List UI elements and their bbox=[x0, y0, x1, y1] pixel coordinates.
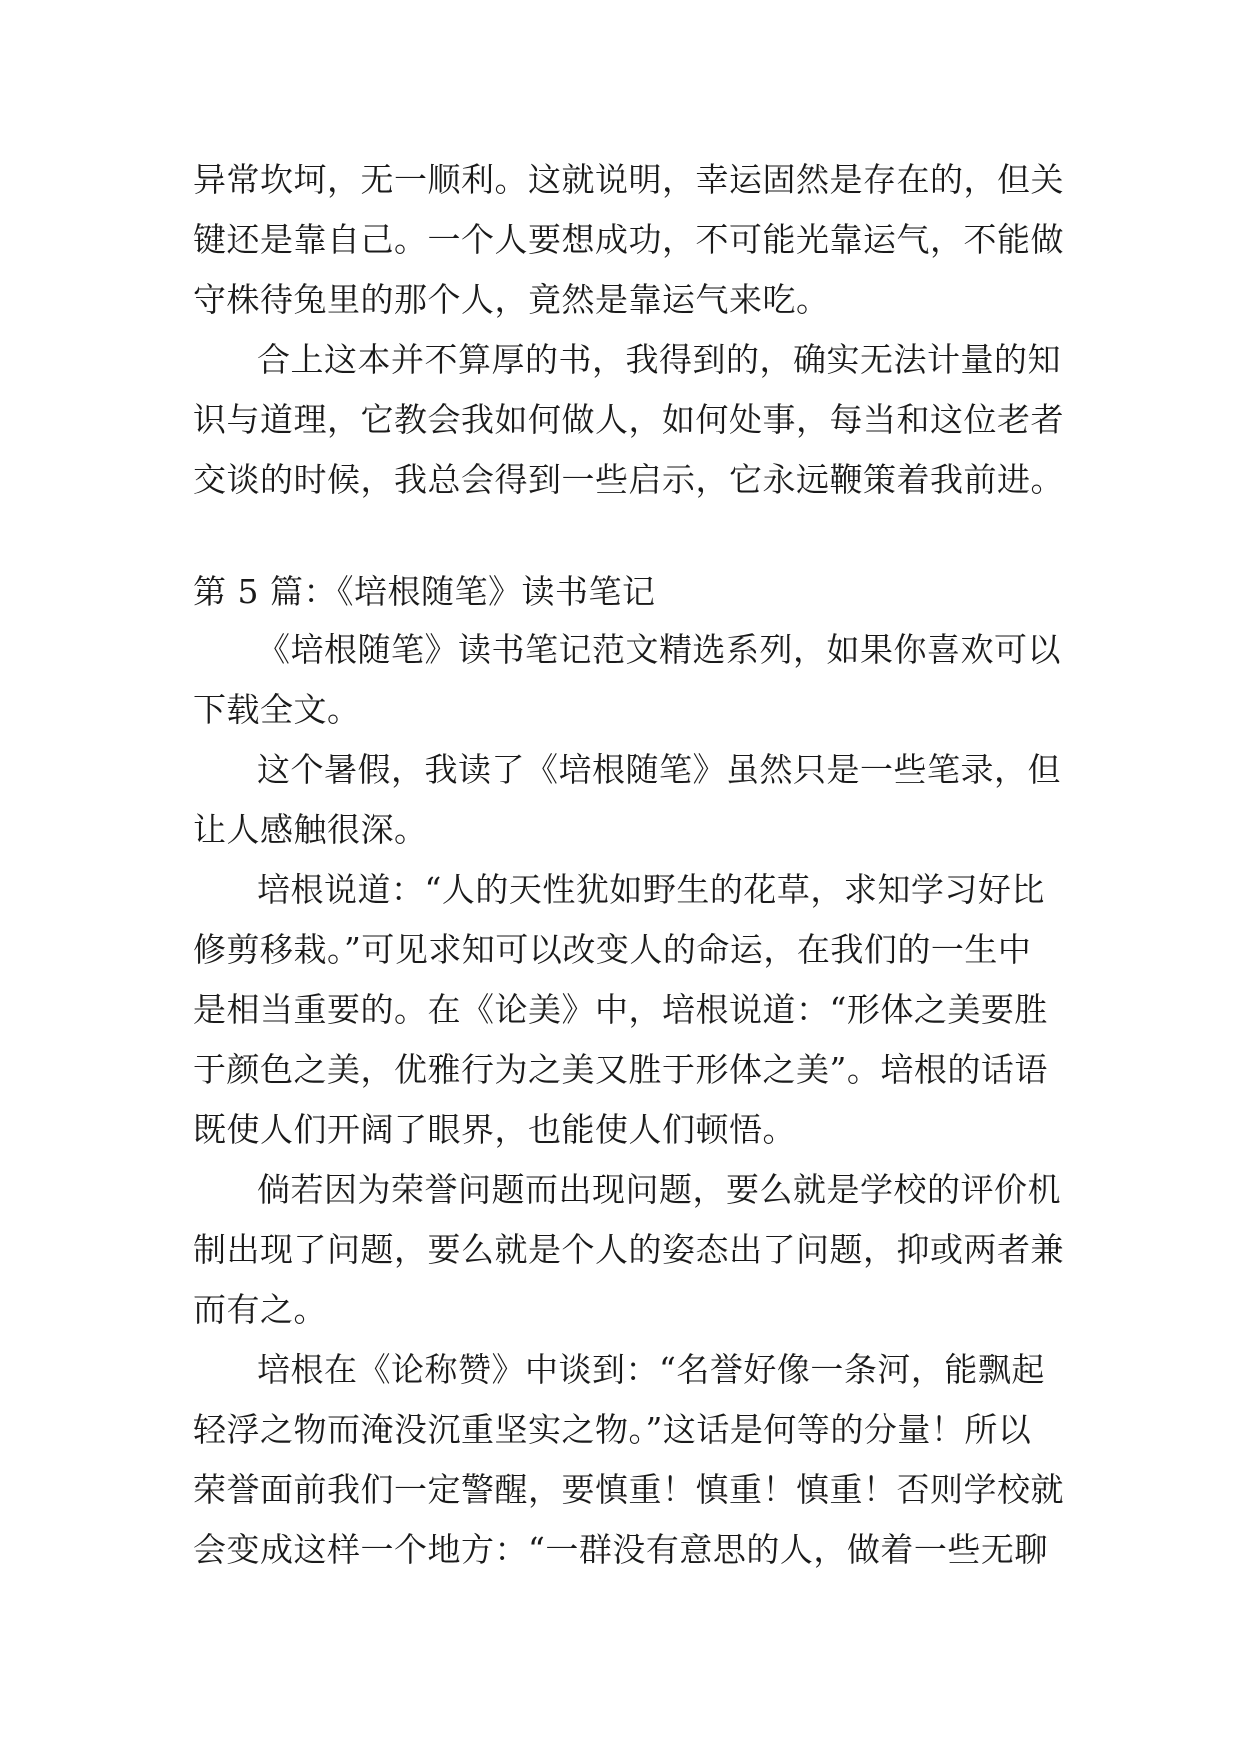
text-line: 让人感触很深。 bbox=[193, 810, 428, 849]
text-line: 修剪移栽。”可见求知可以改变人的命运，在我们的一生中 bbox=[193, 930, 1032, 969]
text-line: 合上这本并不算厚的书，我得到的，确实无法计量的知 bbox=[257, 340, 1061, 379]
text-line: 识与道理，它教会我如何做人，如何处事，每当和这位老者 bbox=[193, 400, 1064, 439]
text-line: 培根在《论称赞》中谈到：“名誉好像一条河，能飘起 bbox=[257, 1350, 1045, 1389]
text-line: 是相当重要的。在《论美》中，培根说道：“形体之美要胜 bbox=[193, 990, 1048, 1029]
text-line: 既使人们开阔了眼界，也能使人们顿悟。 bbox=[193, 1110, 796, 1149]
text-line: 于颜色之美，优雅行为之美又胜于形体之美”。培根的话语 bbox=[193, 1050, 1048, 1089]
text-line: 荣誉面前我们一定警醒，要慎重！慎重！慎重！否则学校就 bbox=[193, 1470, 1064, 1509]
text-line: 交谈的时候，我总会得到一些启示，它永远鞭策着我前进。 bbox=[193, 460, 1064, 499]
text-line: 这个暑假，我读了《培根随笔》虽然只是一些笔录，但 bbox=[257, 750, 1061, 789]
text-line: 会变成这样一个地方：“一群没有意思的人，做着一些无聊 bbox=[193, 1530, 1048, 1569]
text-line: 轻浮之物而淹没沉重坚实之物。”这话是何等的分量！所以 bbox=[193, 1410, 1032, 1449]
section-heading: 第 5 篇：《培根随笔》读书笔记 bbox=[193, 572, 656, 611]
text-line: 制出现了问题，要么就是个人的姿态出了问题，抑或两者兼 bbox=[193, 1230, 1064, 1269]
text-line: 下载全文。 bbox=[193, 690, 361, 729]
text-line: 倘若因为荣誉问题而出现问题，要么就是学校的评价机 bbox=[257, 1170, 1061, 1209]
text-line: 异常坎坷，无一顺利。这就说明，幸运固然是存在的，但关 bbox=[193, 160, 1064, 199]
text-line: 键还是靠自己。一个人要想成功，不可能光靠运气，不能做 bbox=[193, 220, 1064, 259]
text-line: 守株待兔里的那个人，竟然是靠运气来吃。 bbox=[193, 280, 830, 319]
text-line: 而有之。 bbox=[193, 1290, 327, 1329]
text-line: 《培根随笔》读书笔记范文精选系列，如果你喜欢可以 bbox=[257, 630, 1061, 669]
text-line: 培根说道：“人的天性犹如野生的花草，求知学习好比 bbox=[257, 870, 1045, 909]
